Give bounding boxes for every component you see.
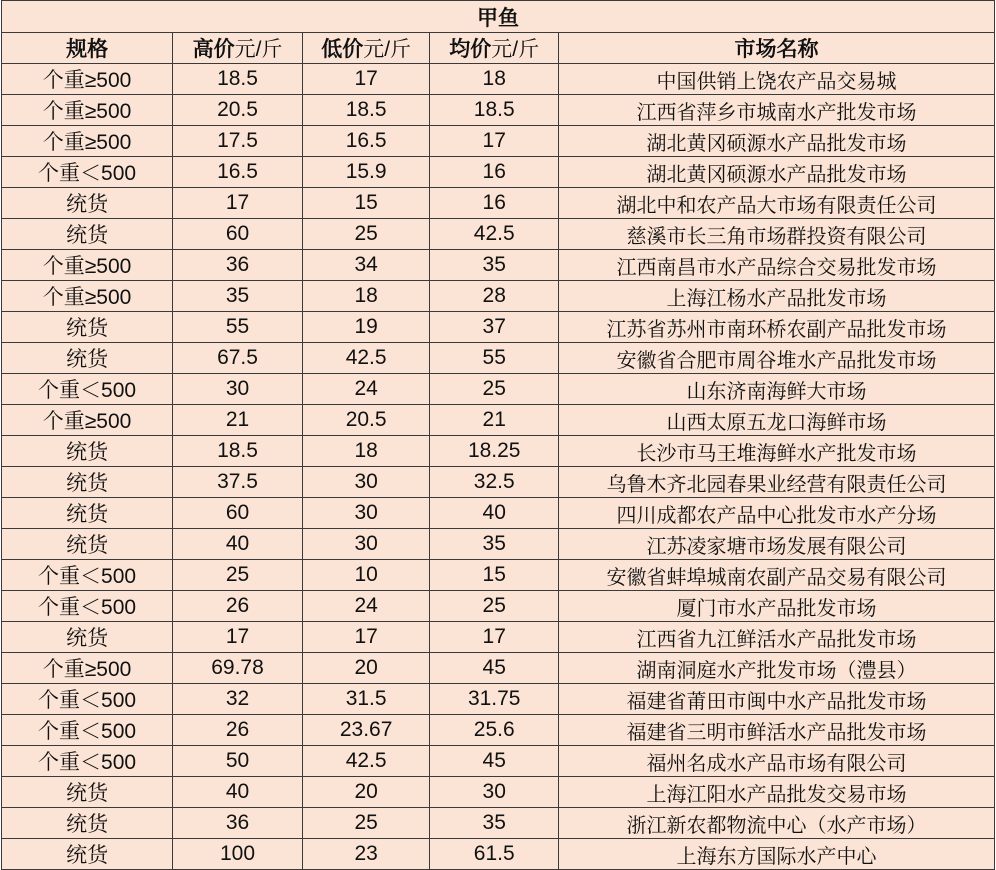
cell-spec: 个重≥500 xyxy=(2,126,173,157)
header-low-price xyxy=(302,33,430,64)
cell-low-price: 20 xyxy=(302,653,430,684)
cell-spec: 统货 xyxy=(2,343,173,374)
cell-market-name: 江苏省苏州市南环桥农副产品批发市场 xyxy=(559,312,995,343)
cell-market-name: 浙江新农都物流中心（水产市场） xyxy=(559,808,995,839)
cell-high-price: 50 xyxy=(173,746,303,777)
cell-avg-price: 32.5 xyxy=(430,467,559,498)
cell-low-price: 10 xyxy=(302,560,430,591)
cell-high-price: 20.5 xyxy=(173,95,303,126)
table-row xyxy=(2,622,995,653)
cell-low-price: 34 xyxy=(302,250,430,281)
cell-market-name: 安徽省蚌埠城南农副产品交易有限公司 xyxy=(559,560,995,591)
table-row xyxy=(2,808,995,839)
cell-avg-price: 21 xyxy=(430,405,559,436)
cell-market-name: 上海江阳水产品批发交易市场 xyxy=(559,777,995,808)
cell-high-price: 26 xyxy=(173,715,303,746)
cell-avg-price: 55 xyxy=(430,343,559,374)
cell-high-price: 18.5 xyxy=(173,436,303,467)
cell-low-price: 18 xyxy=(302,436,430,467)
cell-avg-price: 15 xyxy=(430,560,559,591)
cell-low-price: 17 xyxy=(302,622,430,653)
cell-spec: 统货 xyxy=(2,436,173,467)
cell-high-price: 26 xyxy=(173,591,303,622)
cell-low-price: 23 xyxy=(302,839,430,870)
cell-low-price: 23.67 xyxy=(302,715,430,746)
cell-avg-price: 30 xyxy=(430,777,559,808)
cell-avg-price: 17 xyxy=(430,126,559,157)
table-row xyxy=(2,374,995,405)
header-label: 低价 xyxy=(321,38,364,61)
cell-high-price: 60 xyxy=(173,498,303,529)
cell-avg-price: 40 xyxy=(430,498,559,529)
cell-spec: 个重≥500 xyxy=(2,653,173,684)
cell-low-price: 31.5 xyxy=(302,684,430,715)
cell-avg-price: 16 xyxy=(430,188,559,219)
cell-high-price: 32 xyxy=(173,684,303,715)
cell-high-price: 17 xyxy=(173,622,303,653)
cell-market-name: 湖北黄冈硕源水产品批发市场 xyxy=(559,126,995,157)
table-row xyxy=(2,436,995,467)
cell-high-price: 60 xyxy=(173,219,303,250)
header-spec xyxy=(2,33,173,64)
table-row xyxy=(2,684,995,715)
cell-spec: 个重＜500 xyxy=(2,157,173,188)
table-row xyxy=(2,529,995,560)
title-row xyxy=(2,1,995,33)
header-avg-price xyxy=(430,33,559,64)
cell-high-price: 100 xyxy=(173,839,303,870)
cell-high-price: 40 xyxy=(173,529,303,560)
table-row xyxy=(2,312,995,343)
cell-high-price: 55 xyxy=(173,312,303,343)
cell-avg-price: 45 xyxy=(430,746,559,777)
header-label: 均价 xyxy=(449,38,492,61)
table-row xyxy=(2,560,995,591)
table-row xyxy=(2,498,995,529)
cell-spec: 个重＜500 xyxy=(2,560,173,591)
cell-spec: 统货 xyxy=(2,839,173,870)
cell-avg-price: 25.6 xyxy=(430,715,559,746)
cell-high-price: 36 xyxy=(173,250,303,281)
cell-high-price: 35 xyxy=(173,281,303,312)
cell-avg-price: 42.5 xyxy=(430,219,559,250)
cell-high-price: 17.5 xyxy=(173,126,303,157)
cell-low-price: 25 xyxy=(302,808,430,839)
cell-high-price: 18.5 xyxy=(173,64,303,95)
table-row xyxy=(2,64,995,95)
cell-avg-price: 35 xyxy=(430,250,559,281)
table-row xyxy=(2,467,995,498)
table-row xyxy=(2,250,995,281)
cell-market-name: 乌鲁木齐北园春果业经营有限责任公司 xyxy=(559,467,995,498)
cell-avg-price: 35 xyxy=(430,529,559,560)
header-unit: 元/斤 xyxy=(363,38,412,61)
cell-market-name: 湖北黄冈硕源水产品批发市场 xyxy=(559,157,995,188)
header-row xyxy=(2,33,995,64)
cell-avg-price: 37 xyxy=(430,312,559,343)
cell-low-price: 20 xyxy=(302,777,430,808)
cell-spec: 个重≥500 xyxy=(2,250,173,281)
table-row xyxy=(2,188,995,219)
table-title: 甲鱼 xyxy=(2,1,995,33)
cell-low-price: 24 xyxy=(302,591,430,622)
table-row xyxy=(2,405,995,436)
cell-spec: 个重＜500 xyxy=(2,591,173,622)
cell-market-name: 安徽省合肥市周谷堆水产品批发市场 xyxy=(559,343,995,374)
cell-low-price: 17 xyxy=(302,64,430,95)
cell-spec: 个重≥500 xyxy=(2,64,173,95)
table-row xyxy=(2,281,995,312)
table-row xyxy=(2,746,995,777)
table-row xyxy=(2,653,995,684)
cell-avg-price: 28 xyxy=(430,281,559,312)
cell-avg-price: 25 xyxy=(430,591,559,622)
cell-market-name: 四川成都农产品中心批发市水产分场 xyxy=(559,498,995,529)
cell-spec: 统货 xyxy=(2,467,173,498)
cell-avg-price: 31.75 xyxy=(430,684,559,715)
header-high-price xyxy=(173,33,303,64)
cell-market-name: 中国供销上饶农产品交易城 xyxy=(559,64,995,95)
cell-market-name: 湖南洞庭水产批发市场（澧县） xyxy=(559,653,995,684)
table-row xyxy=(2,839,995,870)
cell-market-name: 江西省九江鲜活水产品批发市场 xyxy=(559,622,995,653)
cell-spec: 统货 xyxy=(2,808,173,839)
cell-spec: 个重＜500 xyxy=(2,715,173,746)
cell-market-name: 湖北中和农产品大市场有限责任公司 xyxy=(559,188,995,219)
cell-market-name: 上海东方国际水产中心 xyxy=(559,839,995,870)
cell-low-price: 30 xyxy=(302,467,430,498)
cell-avg-price: 61.5 xyxy=(430,839,559,870)
cell-avg-price: 25 xyxy=(430,374,559,405)
cell-market-name: 慈溪市长三角市场群投资有限公司 xyxy=(559,219,995,250)
cell-market-name: 福建省莆田市闽中水产品批发市场 xyxy=(559,684,995,715)
cell-low-price: 18.5 xyxy=(302,95,430,126)
header-label: 规格 xyxy=(66,38,109,61)
cell-low-price: 18 xyxy=(302,281,430,312)
cell-high-price: 67.5 xyxy=(173,343,303,374)
cell-spec: 统货 xyxy=(2,777,173,808)
cell-avg-price: 18.5 xyxy=(430,95,559,126)
cell-spec: 统货 xyxy=(2,219,173,250)
cell-market-name: 江西省萍乡市城南水产批发市场 xyxy=(559,95,995,126)
cell-spec: 统货 xyxy=(2,529,173,560)
cell-high-price: 69.78 xyxy=(173,653,303,684)
cell-market-name: 山东济南海鲜大市场 xyxy=(559,374,995,405)
table-row xyxy=(2,343,995,374)
cell-avg-price: 18.25 xyxy=(430,436,559,467)
cell-spec: 个重≥500 xyxy=(2,95,173,126)
header-market-name xyxy=(559,33,995,64)
cell-spec: 个重≥500 xyxy=(2,405,173,436)
cell-market-name: 厦门市水产品批发市场 xyxy=(559,591,995,622)
price-table xyxy=(1,0,995,870)
header-label: 高价 xyxy=(192,38,235,61)
cell-high-price: 21 xyxy=(173,405,303,436)
cell-avg-price: 16 xyxy=(430,157,559,188)
cell-high-price: 37.5 xyxy=(173,467,303,498)
cell-avg-price: 17 xyxy=(430,622,559,653)
cell-low-price: 42.5 xyxy=(302,746,430,777)
cell-high-price: 17 xyxy=(173,188,303,219)
cell-high-price: 40 xyxy=(173,777,303,808)
cell-low-price: 15 xyxy=(302,188,430,219)
table-row xyxy=(2,777,995,808)
header-unit: 元/斤 xyxy=(234,38,283,61)
cell-low-price: 19 xyxy=(302,312,430,343)
table-row xyxy=(2,157,995,188)
cell-market-name: 上海江杨水产品批发市场 xyxy=(559,281,995,312)
cell-low-price: 30 xyxy=(302,498,430,529)
cell-low-price: 30 xyxy=(302,529,430,560)
cell-spec: 个重≥500 xyxy=(2,281,173,312)
cell-spec: 统货 xyxy=(2,312,173,343)
cell-high-price: 16.5 xyxy=(173,157,303,188)
cell-high-price: 25 xyxy=(173,560,303,591)
cell-spec: 统货 xyxy=(2,188,173,219)
table-row xyxy=(2,126,995,157)
cell-low-price: 20.5 xyxy=(302,405,430,436)
table-row xyxy=(2,591,995,622)
cell-spec: 个重＜500 xyxy=(2,374,173,405)
table-row xyxy=(2,715,995,746)
table-body xyxy=(2,64,995,870)
cell-market-name: 福州名成水产品市场有限公司 xyxy=(559,746,995,777)
cell-spec: 个重＜500 xyxy=(2,746,173,777)
table-row xyxy=(2,95,995,126)
cell-spec: 统货 xyxy=(2,498,173,529)
cell-high-price: 30 xyxy=(173,374,303,405)
cell-market-name: 江苏凌家塘市场发展有限公司 xyxy=(559,529,995,560)
cell-low-price: 16.5 xyxy=(302,126,430,157)
header-unit: 元/斤 xyxy=(491,38,540,61)
cell-avg-price: 18 xyxy=(430,64,559,95)
cell-market-name: 长沙市马王堆海鲜水产批发市场 xyxy=(559,436,995,467)
cell-high-price: 36 xyxy=(173,808,303,839)
cell-low-price: 15.9 xyxy=(302,157,430,188)
cell-avg-price: 35 xyxy=(430,808,559,839)
cell-spec: 统货 xyxy=(2,622,173,653)
cell-avg-price: 45 xyxy=(430,653,559,684)
cell-low-price: 42.5 xyxy=(302,343,430,374)
cell-market-name: 山西太原五龙口海鲜市场 xyxy=(559,405,995,436)
cell-spec: 个重＜500 xyxy=(2,684,173,715)
cell-low-price: 24 xyxy=(302,374,430,405)
cell-market-name: 江西南昌市水产品综合交易批发市场 xyxy=(559,250,995,281)
header-label: 市场名称 xyxy=(734,38,819,61)
cell-market-name: 福建省三明市鲜活水产品批发市场 xyxy=(559,715,995,746)
cell-low-price: 25 xyxy=(302,219,430,250)
table-row xyxy=(2,219,995,250)
